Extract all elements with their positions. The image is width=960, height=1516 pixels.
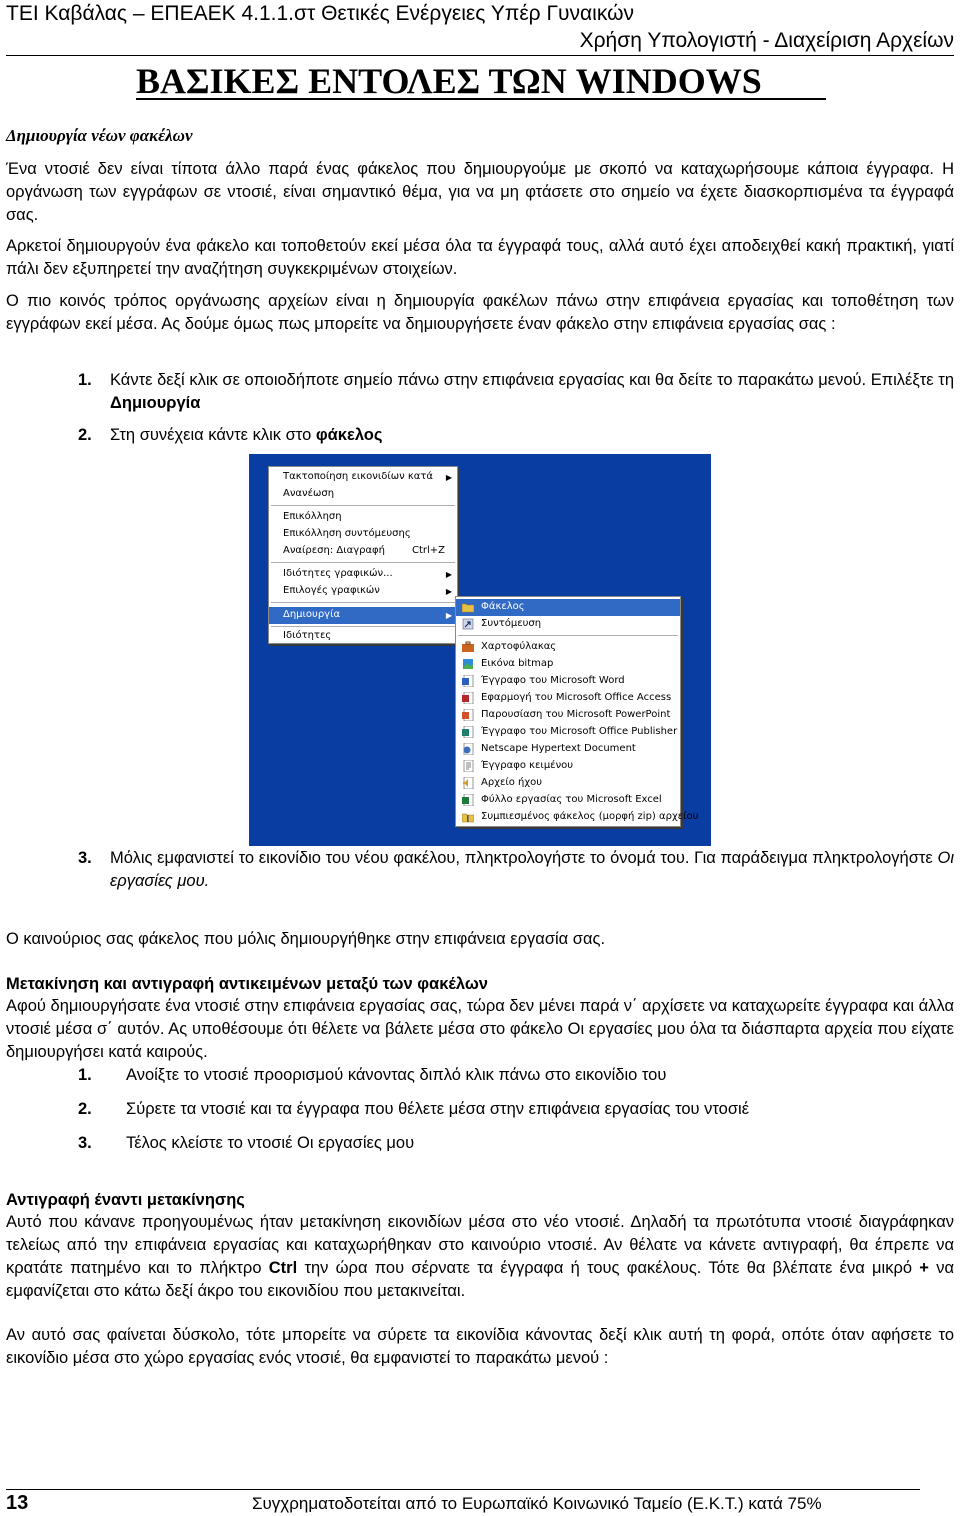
desktop-context-menu	[268, 466, 458, 644]
shortcut-icon	[462, 618, 474, 630]
submenu-item-text-document[interactable]: Έγγραφο κειμένου	[456, 758, 680, 775]
step-item	[78, 847, 954, 893]
header-line-2: Χρήση Υπολογιστή - Διαχείριση Αρχείων	[579, 29, 954, 52]
paragraph-intro: Ένα ντοσιέ δεν είναι τίποτα άλλο παρά ένας φάκελος που δημιουργούμε με σκοπό να καταχωρήσουμε κάποια έγγραφα. Η οργάνωση των εγγράφων σε ντοσιέ, είναι σημαντικό θέμα, για να μη φτάσετε στο σημείο να έχετε διασκορπισμένα τα έγγραφά σας.	[6, 160, 954, 224]
menu-separator	[271, 626, 455, 627]
menu-separator	[271, 562, 455, 563]
word-doc-icon	[462, 675, 474, 687]
step-item	[78, 1132, 954, 1155]
menu-item-graphics-properties[interactable]: Ιδιότητες γραφικών... ▶	[283, 568, 452, 579]
menu-item-graphics-options[interactable]: Επιλογές γραφικών ▶	[283, 585, 452, 596]
header-rule	[6, 55, 954, 56]
publisher-icon	[462, 726, 474, 738]
step-number: 2.	[78, 1100, 92, 1118]
new-submenu	[455, 596, 699, 827]
excel-icon	[462, 794, 474, 806]
step-italic-text: Οι εργασίες μου.	[110, 849, 954, 890]
briefcase-icon	[462, 641, 474, 653]
step-text: Στη συνέχεια κάντε κλικ στο	[110, 426, 316, 444]
section-heading-new-folders: Δημιουργία νέων φακέλων	[6, 126, 193, 145]
step-bold-text: φάκελος	[315, 426, 383, 444]
footer-funding-text: Συγχρηματοδοτείται από το Ευρωπαϊκό Κοινωνικό Ταμείο (Ε.Κ.Τ.) κατά 75%	[252, 1494, 822, 1513]
desktop-screenshot	[249, 454, 711, 846]
menu-item-new[interactable]: Δημιουργία ▶	[269, 607, 457, 624]
submenu-item-html-document[interactable]: Netscape Hypertext Document	[456, 741, 680, 758]
step-text: Σύρετε τα ντοσιέ και τα έγγραφα που θέλετε μέσα στην επιφάνεια εργασίας του ντοσιέ	[126, 1100, 750, 1118]
paragraph-new-folder: Ο καινούριος σας φάκελος που μόλις δημιουργήθηκε στην επιφάνεια εργασία σας.	[6, 930, 606, 948]
paragraph-copy-explanation: Αυτό που κάνανε προηγουμένως ήταν μετακίνηση εικονιδίων μέσα στο νέο ντοσιέ. Δηλαδή τα πρωτότυπα ντοσιέ διαγράφηκαν τελείως από την επιφάνεια εργασίας και καταχωρήθηκαν στο καινούριο ντοσιέ. Αν θέλατε να κάνετε αντιγραφή, θα έπρεπε να κρατάτε πατημένο και το πλήκτρο Ctrl την ώρα που σέρνατε τα έγγραφα ή τους φακέλους. Τότε θα βλέπατε ένα μικρό + να εμφανίζεται στο κάτω δεξί άκρο του εικονιδίου που μετακινείται.	[6, 1213, 954, 1300]
title-underline	[136, 98, 826, 100]
submenu-item-sound[interactable]: Αρχείο ήχου	[456, 775, 680, 792]
menu-separator	[271, 602, 455, 603]
sound-icon	[462, 777, 474, 789]
step-text: Τέλος κλείστε το ντοσιέ Οι εργασίες μου	[126, 1134, 415, 1152]
section-heading-move-copy: Μετακίνηση και αντιγραφή αντικειμένων μεταξύ των φακέλων	[6, 975, 488, 993]
menu-separator	[271, 505, 455, 506]
text-doc-icon	[462, 760, 474, 772]
submenu-item-zip-folder[interactable]: Συμπιεσμένος φάκελος (μορφή zip) αρχείου	[456, 809, 680, 826]
page-title: ΒΑΣΙΚΕΣ ΕΝΤΟΛΕΣ ΤΩΝ WINDOWS	[136, 61, 762, 101]
powerpoint-icon	[462, 709, 474, 721]
section-heading-copy-vs-move: Αντιγραφή έναντι μετακίνησης	[6, 1191, 245, 1209]
paragraph-common-way: Ο πιο κοινός τρόπος οργάνωσης αρχείων είναι η δημιουργία φακέλων πάνω στην επιφάνεια εργασίας και τοποθέτηση των εγγράφων εκεί μέσα. Ας δούμε όμως πως μπορείτε να δημιουργήσετε έναν φάκελο στην επιφάνεια εργασίας σας :	[6, 292, 954, 333]
submenu-item-briefcase[interactable]: Χαρτοφύλακας	[456, 639, 680, 656]
paragraph-bad-practice: Αρκετοί δημιουργούν ένα φάκελο και τοποθετούν εκεί μέσα όλα τα έγγραφά τους, αλλά αυτό έχει αποδειχθεί κακή πρακτική, γιατί πάλι δεν εξυπηρετεί την αναζήτηση συγκεκριμένων στοιχείων.	[6, 237, 954, 278]
menu-item-undo-delete[interactable]: Αναίρεση: Διαγραφή Ctrl+Z	[283, 545, 445, 556]
submenu-item-powerpoint[interactable]: Παρουσίαση του Microsoft PowerPoint	[456, 707, 680, 724]
step-number: 3.	[78, 1134, 92, 1152]
submenu-item-word-document[interactable]: Έγγραφο του Microsoft Word	[456, 673, 680, 690]
menu-item-arrange-icons[interactable]: Τακτοποίηση εικονιδίων κατά ▶	[283, 471, 452, 482]
footer-rule	[6, 1489, 920, 1490]
submenu-item-bitmap[interactable]: Εικόνα bitmap	[456, 656, 680, 673]
menu-item-properties[interactable]: Ιδιότητες	[283, 630, 332, 641]
step-item	[78, 424, 954, 447]
paragraph-right-drag: Αν αυτό σας φαίνεται δύσκολο, τότε μπορείτε να σύρετε τα εικονίδια κάνοντας δεξί κλικ αυτή τη φορά, οπότε όταν αφήσετε το εικονίδιο μέσα στο χώρο εργασίας ενός ντοσιέ, θα εμφανιστεί το παρακάτω μενού :	[6, 1326, 954, 1367]
step-number: 1.	[78, 1066, 92, 1084]
step-item	[78, 1098, 954, 1121]
html-doc-icon	[462, 743, 474, 755]
submenu-item-access[interactable]: Εφαρμογή του Microsoft Office Access	[456, 690, 680, 707]
step-item	[78, 1064, 954, 1087]
step-text: Ανοίξτε το ντοσιέ προορισμού κάνοντας διπλό κλικ πάνω στο εικονίδιο του	[126, 1066, 667, 1084]
page-number: 13	[6, 1492, 29, 1514]
folder-icon	[462, 601, 474, 613]
step-item	[78, 369, 954, 415]
step-text: Μόλις εμφανιστεί το εικονίδιο του νέου φακέλου, πληκτρολογήστε το όνομά του. Για παράδειγμα πληκτρολογήστε	[110, 849, 938, 867]
submenu-item-shortcut[interactable]: Συντόμευση	[456, 616, 680, 633]
menu-item-paste[interactable]: Επικόλληση	[283, 511, 342, 522]
step-number: 1.	[78, 371, 92, 389]
step-number: 2.	[78, 426, 92, 444]
header-line-1: ΤΕΙ Καβάλας – ΕΠΕΑΕΚ 4.1.1.στ Θετικές Ενέργειες Υπέρ Γυναικών	[6, 2, 634, 25]
step-text: Κάντε δεξί κλικ σε οποιοδήποτε σημείο πάνω στην επιφάνεια εργασίας και θα δείτε το παρακάτω μενού. Επιλέξτε τη	[110, 371, 954, 389]
bitmap-icon	[462, 658, 474, 670]
step-number: 3.	[78, 849, 92, 867]
menu-item-paste-shortcut[interactable]: Επικόλληση συντόμευσης	[283, 528, 411, 539]
step-bold-text: Δημιουργία	[110, 394, 201, 412]
submenu-item-folder[interactable]: Φάκελος	[456, 599, 680, 616]
access-icon	[462, 692, 474, 704]
menu-item-refresh[interactable]: Ανανέωση	[283, 488, 335, 499]
zip-folder-icon	[462, 811, 474, 823]
menu-separator	[458, 635, 678, 636]
submenu-item-excel[interactable]: Φύλλο εργασίας του Microsoft Excel	[456, 792, 680, 809]
submenu-item-publisher[interactable]: Έγγραφο του Microsoft Office Publisher	[456, 724, 680, 741]
paragraph-move-intro: Αφού δημιουργήσατε ένα ντοσιέ στην επιφάνεια εργασίας σας, τώρα δεν μένει παρά ν΄ αρχίσετε να καταχωρείτε έγγραφα και άλλα ντοσιέ μέσα σ΄ αυτόν. Ας υποθέσουμε ότι θέλετε να βάλετε μέσα στο φάκελο Οι εργασίες μου όλα τα διάσπαρτα αρχεία που είχατε δημιουργήσει κατά καιρούς.	[6, 997, 954, 1061]
